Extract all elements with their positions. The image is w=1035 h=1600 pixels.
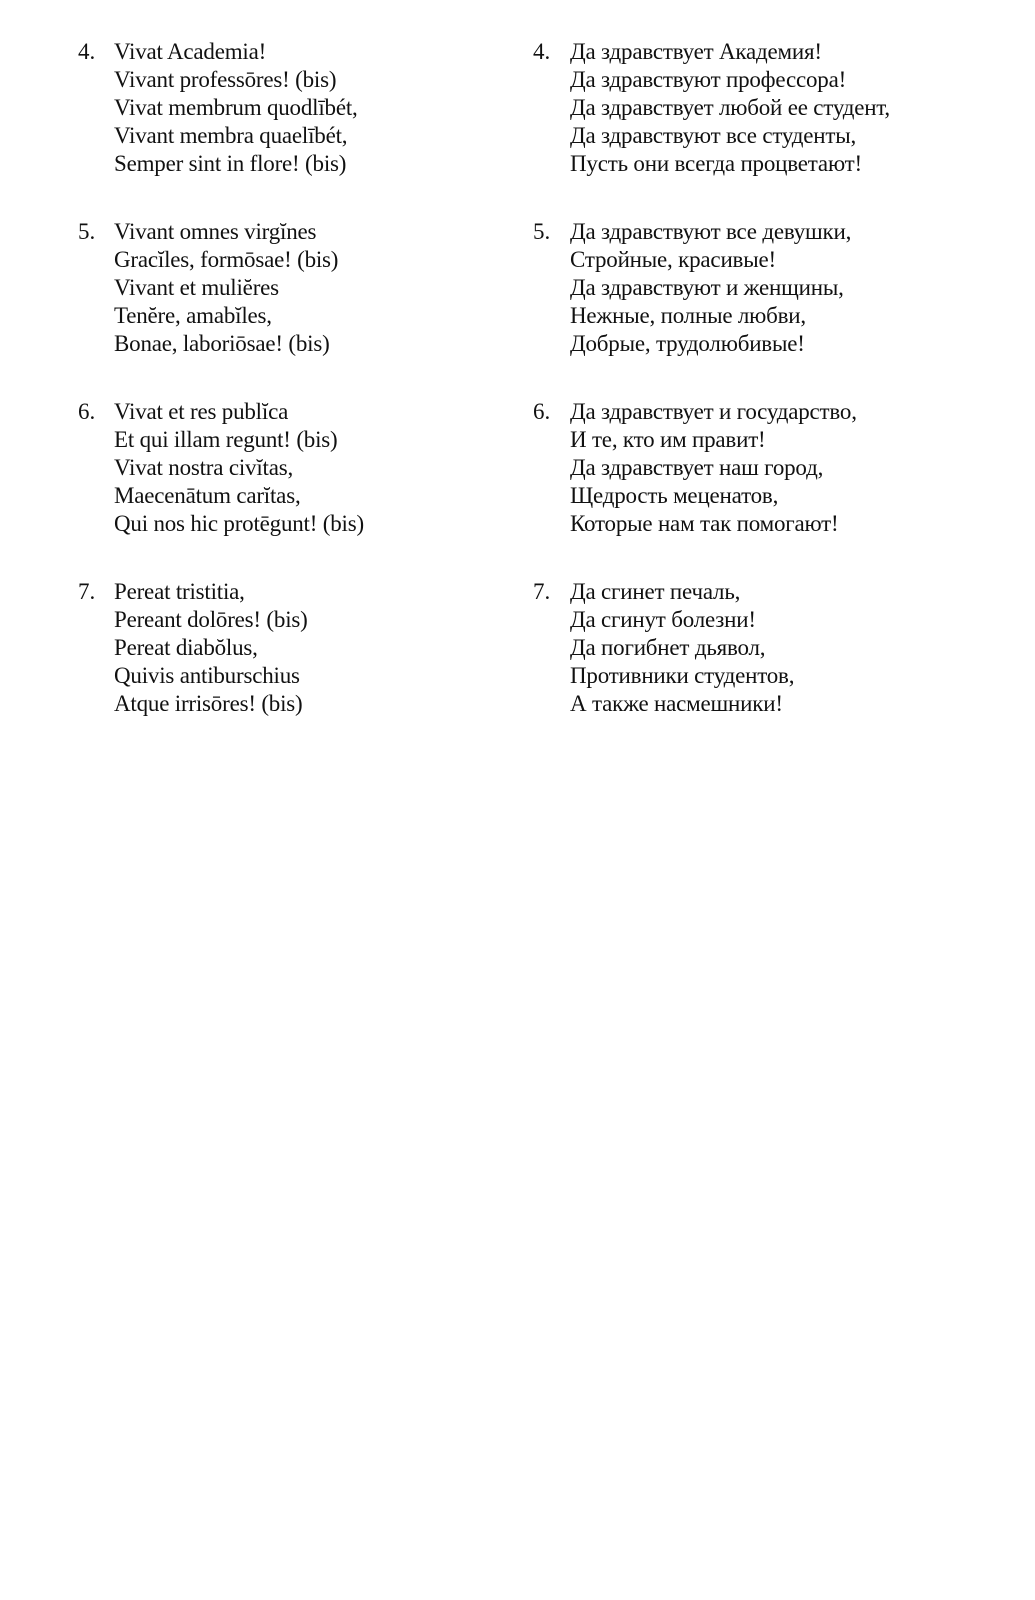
stanza-number: 5. <box>533 219 551 244</box>
stanza-number: 5. <box>78 219 96 244</box>
stanza-number: 7. <box>78 579 96 604</box>
verse-line: Да здравствуют все девушки, <box>570 219 852 244</box>
verse-line: Противники студентов, <box>570 663 795 688</box>
verse-line: А также насмешники! <box>570 691 783 716</box>
verse-line: Semper sint in flore! (bis) <box>114 151 347 176</box>
verse-line: Qui nos hic protēgunt! (bis) <box>114 511 364 536</box>
verse-line: Vivant professōres! (bis) <box>114 67 337 92</box>
stanza-lines <box>114 38 358 178</box>
russian-stanza-5 <box>533 218 1003 398</box>
russian-stanza-7 <box>533 578 1003 758</box>
latin-stanza-5 <box>78 218 498 398</box>
latin-stanza-4 <box>78 38 498 218</box>
verse-line: Пусть они всегда процветают! <box>570 151 862 176</box>
verse-line: Нежные, полные любви, <box>570 303 806 328</box>
verse-line: Vivant membra quaelībét, <box>114 123 348 148</box>
stanza-lines <box>570 578 794 718</box>
stanza-lines <box>570 38 890 178</box>
russian-stanza-6 <box>533 398 1003 578</box>
verse-line: Да здравствует любой ее студент, <box>570 95 890 120</box>
verse-line: Да здравствуют профессора! <box>570 67 847 92</box>
verse-line: Pereat diabŏlus, <box>114 635 258 660</box>
stanza-number: 6. <box>78 399 96 424</box>
latin-column <box>78 38 498 758</box>
stanza-lines <box>570 398 857 538</box>
verse-line: Да здравствуют все студенты, <box>570 123 857 148</box>
verse-line: Да погибнет дьявол, <box>570 635 766 660</box>
verse-line: Стройные, красивые! <box>570 247 776 272</box>
verse-line: Добрые, трудолюбивые! <box>570 331 805 356</box>
verse-line: Tenĕre, amabĭles, <box>114 303 272 328</box>
stanza-number: 4. <box>533 39 551 64</box>
verse-line: Quivis antiburschius <box>114 663 300 688</box>
verse-line: Щедрость меценатов, <box>570 483 779 508</box>
verse-line: Vivat et res publĭca <box>114 399 289 424</box>
verse-line: Которые нам так помогают! <box>570 511 839 536</box>
latin-stanza-7 <box>78 578 498 758</box>
verse-line: Да здравствует Академия! <box>570 39 822 64</box>
verse-line: Да здравствует и государство, <box>570 399 857 424</box>
verse-line: Pereat tristitia, <box>114 579 245 604</box>
verse-line: Pereant dolōres! (bis) <box>114 607 308 632</box>
russian-stanza-4 <box>533 38 1003 218</box>
verse-line: Да здравствует наш город, <box>570 455 824 480</box>
verse-line: Vivat membrum quodlībét, <box>114 95 358 120</box>
stanza-number: 4. <box>78 39 96 64</box>
verse-line: Gracĭles, formōsae! (bis) <box>114 247 339 272</box>
stanza-lines <box>114 218 338 358</box>
verse-line: Vivant omnes virgĭnes <box>114 219 317 244</box>
stanza-number: 6. <box>533 399 551 424</box>
verse-line: Vivant et muliĕres <box>114 275 279 300</box>
verse-line: Vivat nostra civĭtas, <box>114 455 294 480</box>
stanza-lines <box>114 398 364 538</box>
verse-line: Bonae, laboriōsae! (bis) <box>114 331 330 356</box>
verse-line: Да сгинут болезни! <box>570 607 756 632</box>
verse-line: Et qui illam regunt! (bis) <box>114 427 338 452</box>
verse-line: Да здравствуют и женщины, <box>570 275 844 300</box>
latin-stanza-6 <box>78 398 498 578</box>
verse-line: Да сгинет печаль, <box>570 579 741 604</box>
stanza-lines <box>570 218 851 358</box>
verse-line: И те, кто им правит! <box>570 427 766 452</box>
russian-column <box>533 38 1003 758</box>
stanza-number: 7. <box>533 579 551 604</box>
stanza-lines <box>114 578 308 718</box>
verse-line: Vivat Academia! <box>114 39 267 64</box>
verse-line: Maecenātum carĭtas, <box>114 483 301 508</box>
verse-line: Atque irrisōres! (bis) <box>114 691 303 716</box>
